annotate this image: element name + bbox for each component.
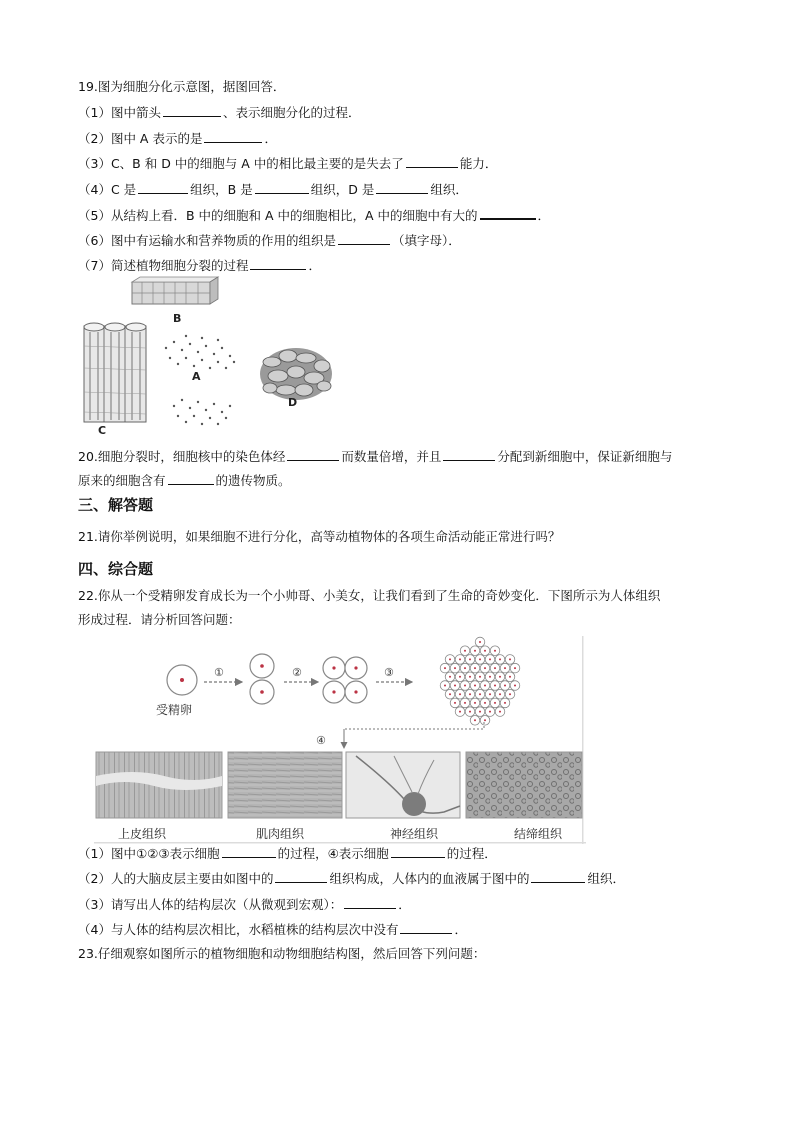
answer-blank[interactable] <box>255 180 309 194</box>
mass-cell-nucleus <box>479 676 481 678</box>
q22-part1: （1）图中①②③表示细胞 的过程，④表示细胞 的过程． <box>78 846 497 861</box>
q19-part7: （7）简述植物细胞分裂的过程 ． <box>78 258 321 273</box>
mass-cell-nucleus <box>474 685 476 687</box>
answer-blank[interactable] <box>480 205 536 220</box>
answer-blank[interactable] <box>443 447 495 461</box>
mass-cell-nucleus <box>449 693 451 695</box>
mass-cell-nucleus <box>444 667 446 669</box>
mass-cell-nucleus <box>489 658 491 660</box>
zygote-label: 受精卵 <box>156 703 193 717</box>
mass-cell-nucleus <box>499 693 501 695</box>
mass-cell-nucleus <box>454 667 456 669</box>
connective-tissue-image <box>466 752 582 818</box>
mass-cell-nucleus <box>509 676 511 678</box>
section-heading-3: 三、解答题 <box>78 496 154 514</box>
answer-blank[interactable] <box>406 154 458 168</box>
mass-cell-nucleus <box>474 650 476 652</box>
mass-cell-nucleus <box>484 685 486 687</box>
mass-cell-nucleus <box>514 685 516 687</box>
cell-mass <box>440 637 520 725</box>
mass-cell-nucleus <box>484 667 486 669</box>
mass-cell-nucleus <box>479 711 481 713</box>
tissue-d-cluster <box>260 348 332 400</box>
mass-cell-nucleus <box>464 667 466 669</box>
answer-blank[interactable] <box>287 447 339 461</box>
mass-cell-nucleus <box>484 702 486 704</box>
mass-cell-nucleus <box>509 658 511 660</box>
mass-cell-nucleus <box>499 711 501 713</box>
mass-cell-nucleus <box>454 702 456 704</box>
mass-cell-nucleus <box>454 685 456 687</box>
mass-cell-nucleus <box>479 658 481 660</box>
answer-blank[interactable] <box>168 471 214 485</box>
label-b: B <box>173 312 182 325</box>
mass-cell-nucleus <box>449 676 451 678</box>
nerve-label: 神经组织 <box>390 827 439 841</box>
mass-cell-nucleus <box>494 685 496 687</box>
q19-part3: （3）C、B 和 D 中的细胞与 A 中的相比最主要的是失去了 能力． <box>78 156 498 171</box>
q23-text: 23.仔细观察如图所示的植物细胞和动物细胞结构图，然后回答下列问题： <box>78 946 486 961</box>
answer-blank[interactable] <box>138 180 188 194</box>
q20-line1: 20.细胞分裂时，细胞核中的染色体经 而数量倍增，并且 分配到新细胞中，保证新细胞与 <box>78 449 673 464</box>
mass-cell-nucleus <box>479 693 481 695</box>
answer-blank[interactable] <box>391 844 445 858</box>
step-3-label: ③ <box>384 666 394 679</box>
mass-cell-nucleus <box>504 667 506 669</box>
mass-cell-nucleus <box>494 650 496 652</box>
answer-blank[interactable] <box>344 895 396 909</box>
mass-cell-nucleus <box>474 702 476 704</box>
tissue-b-block <box>132 277 218 304</box>
mass-cell-nucleus <box>464 685 466 687</box>
step-1-label: ① <box>214 666 224 679</box>
epithelial-label: 上皮组织 <box>118 827 167 841</box>
q19-part4: （4）C 是 组织，B 是 组织，D 是 组织． <box>78 182 468 197</box>
q22-part3: （3）请写出人体的结构层次（从微观到宏观）： ． <box>78 897 411 912</box>
muscle-label: 肌肉组织 <box>256 827 305 841</box>
answer-blank[interactable] <box>204 129 262 143</box>
q19-part6: （6）图中有运输水和营养物质的作用的组织是 （填字母）． <box>78 233 461 248</box>
mass-cell-nucleus <box>494 667 496 669</box>
q20-line2: 原来的细胞含有 的遗传物质。 <box>78 473 291 488</box>
section-heading-4: 四、综合题 <box>78 560 154 578</box>
mass-cell-nucleus <box>499 658 501 660</box>
mass-cell-nucleus <box>469 693 471 695</box>
q19-part2: （2）图中 A 表示的是 ． <box>78 131 277 146</box>
mass-cell-nucleus <box>444 685 446 687</box>
mass-cell-nucleus <box>474 667 476 669</box>
q21-text: 21.请你举例说明，如果细胞不进行分化，高等动植物体的各项生命活动能正常进行吗？ <box>78 529 561 544</box>
mass-cell-nucleus <box>484 719 486 721</box>
mass-cell-nucleus <box>499 676 501 678</box>
q22-part4: （4）与人体的结构层次相比，水稻植株的结构层次中没有 ． <box>78 922 467 937</box>
q19-stem: 19.图为细胞分化示意图，据图回答． <box>78 79 286 94</box>
q19-part5: （5）从结构上看．B 中的细胞和 A 中的细胞相比，A 中的细胞中有大的 ． <box>78 205 550 225</box>
mass-cell-nucleus <box>504 685 506 687</box>
mass-cell-nucleus <box>484 650 486 652</box>
mass-cell-nucleus <box>469 676 471 678</box>
answer-blank[interactable] <box>222 844 276 858</box>
label-c: C <box>98 424 107 437</box>
mass-cell-nucleus <box>489 676 491 678</box>
q22-stem-line1: 22.你从一个受精卵发育成长为一个小帅哥、小美女，让我们看到了生命的奇妙变化．下图所示为人体组织 <box>78 588 661 603</box>
label-d: D <box>288 396 298 409</box>
answer-blank[interactable] <box>163 103 221 117</box>
answer-blank[interactable] <box>275 869 327 883</box>
mass-cell-nucleus <box>459 693 461 695</box>
mass-cell-nucleus <box>474 719 476 721</box>
step-2-label: ② <box>292 666 302 679</box>
answer-blank[interactable] <box>338 231 390 245</box>
mass-cell-nucleus <box>489 693 491 695</box>
answer-blank[interactable] <box>400 920 452 934</box>
q19-part1: （1）图中箭头 、表示细胞分化的过程． <box>78 105 361 120</box>
step-4-label: ④ <box>316 734 326 747</box>
mass-cell-nucleus <box>489 711 491 713</box>
mass-cell-nucleus <box>509 693 511 695</box>
answer-blank[interactable] <box>531 869 585 883</box>
answer-blank[interactable] <box>376 180 428 194</box>
mass-cell-nucleus <box>459 711 461 713</box>
tissue-c-columns <box>84 323 146 422</box>
mass-cell-nucleus <box>479 641 481 643</box>
mass-cell-nucleus <box>464 702 466 704</box>
label-a: A <box>192 370 201 383</box>
mass-cell-nucleus <box>469 658 471 660</box>
mass-cell-nucleus <box>459 676 461 678</box>
mass-cell-nucleus <box>514 667 516 669</box>
muscle-tissue-image <box>228 752 342 818</box>
q22-part2: （2）人的大脑皮层主要由如图中的 组织构成，人体内的血液属于图中的 组织． <box>78 871 625 886</box>
mass-cell-nucleus <box>469 711 471 713</box>
cell-differentiation-figure <box>74 276 344 440</box>
q22-stem-line2: 形成过程．请分析回答问题： <box>78 612 241 627</box>
mass-cell-nucleus <box>459 658 461 660</box>
answer-blank[interactable] <box>250 256 306 270</box>
mass-cell-nucleus <box>464 650 466 652</box>
connective-label: 结缔组织 <box>514 827 563 841</box>
mass-cell-nucleus <box>494 702 496 704</box>
mass-cell-nucleus <box>504 702 506 704</box>
tissue-formation-figure <box>94 636 586 844</box>
mass-cell-nucleus <box>449 658 451 660</box>
